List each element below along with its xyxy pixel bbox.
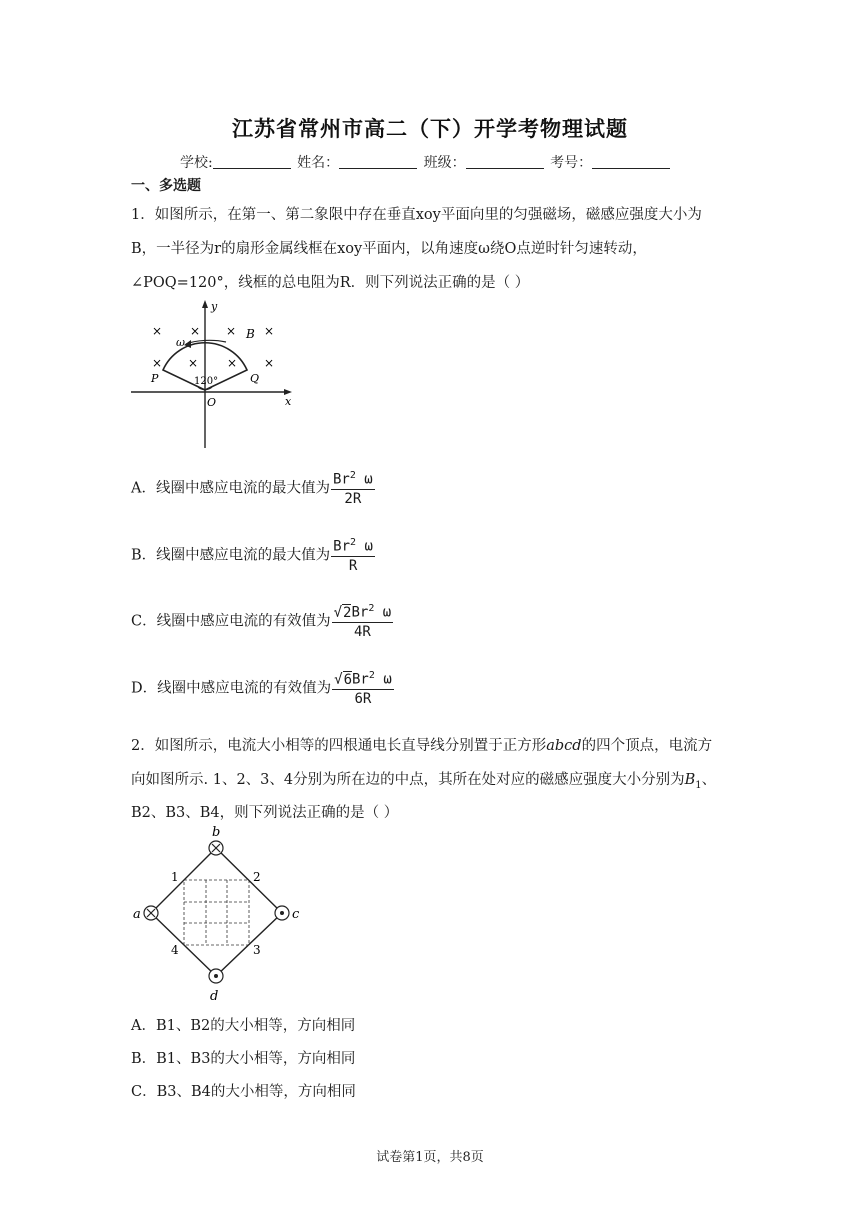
fraction: $\frac{√2Br^2 \omega}{4R}$ bbox=[333, 603, 392, 640]
q2-line-1: 2．如图所示，电流大小相等的四根通电长直导线分别置于正方形abcd的四个顶点，电流方 bbox=[131, 738, 713, 754]
q2-option-a[interactable]: A．B1、B2的大小相等，方向相同 bbox=[131, 1018, 356, 1034]
midpoint-2-label: 2 bbox=[253, 870, 261, 884]
q1-figure bbox=[128, 298, 298, 450]
midpoint-4-label: 4 bbox=[171, 943, 179, 957]
section-heading: 一、多选题 bbox=[131, 178, 201, 194]
vertex-c-label: c bbox=[292, 907, 300, 922]
point-q-label: Q bbox=[250, 372, 260, 385]
cross-mark: × bbox=[190, 324, 201, 338]
field-b-label: B bbox=[246, 327, 255, 341]
cross-mark: × bbox=[188, 356, 199, 370]
page-footer: 试卷第1页，共8页 bbox=[376, 1150, 484, 1165]
q1-line-1: 1．如图所示，在第一、第二象限中存在垂直xoy平面向里的匀强磁场，磁感应强度大小为 bbox=[131, 207, 702, 223]
vertex-d-label: d bbox=[210, 989, 219, 1004]
q1-option-a[interactable]: A．线圈中感应电流的最大值为 $\frac{Br^2 \omega}{2R}$ bbox=[131, 470, 373, 507]
vertex-a-label: a bbox=[133, 907, 141, 922]
q1-option-b[interactable]: B．线圈中感应电流的最大值为 $\frac{Br^2 \omega}{R}$ bbox=[131, 537, 373, 574]
number-blank[interactable] bbox=[592, 154, 670, 169]
midpoint-3-label: 3 bbox=[253, 943, 261, 957]
cross-mark: × bbox=[227, 356, 238, 370]
cross-mark: × bbox=[152, 356, 163, 370]
q1-line-2: B，一半径为r的扇形金属线框在xoy平面内，以角速度ω绕O点逆时针匀速转动， bbox=[131, 241, 647, 257]
q1-line-3: ∠POQ=120°，线框的总电阻为R．则下列说法正确的是（ ） bbox=[131, 275, 530, 291]
page-title: 江苏省常州市高二（下）开学考物理试题 bbox=[232, 117, 628, 141]
midpoint-1-label: 1 bbox=[171, 870, 179, 884]
school-label: 学校: bbox=[180, 155, 213, 171]
q1-option-d[interactable]: D．线圈中感应电流的有效值为 $\frac{√6Br^2 \omega}{6R}$ bbox=[131, 670, 392, 707]
fraction: $\frac{√6Br^2 \omega}{6R}$ bbox=[334, 670, 392, 707]
q2-option-b[interactable]: B．B1、B3的大小相等，方向相同 bbox=[131, 1051, 356, 1067]
q2-line-2: 向如图所示. 1、2、3、4分别为所在边的中点，其所在处对应的磁感应强度大小分别为$B_1$、 bbox=[131, 772, 717, 791]
number-label: 考号： bbox=[550, 155, 593, 171]
cross-mark: × bbox=[226, 324, 237, 338]
cross-mark: × bbox=[264, 356, 275, 370]
q2-figure bbox=[130, 822, 310, 1004]
magnetic-field-crosses bbox=[152, 324, 274, 370]
name-blank[interactable] bbox=[339, 154, 417, 169]
cross-mark: × bbox=[264, 324, 275, 338]
fraction: $\frac{Br^2 \omega}{R}$ bbox=[333, 537, 373, 574]
class-label: 班级： bbox=[423, 155, 466, 171]
y-axis-label: y bbox=[211, 300, 218, 313]
x-axis-label: x bbox=[285, 395, 292, 408]
vertex-b-label: b bbox=[212, 825, 221, 840]
angle-label: 120° bbox=[194, 376, 219, 387]
school-blank[interactable] bbox=[213, 154, 291, 169]
class-blank[interactable] bbox=[466, 154, 544, 169]
q2-option-c[interactable]: C．B3、B4的大小相等，方向相同 bbox=[131, 1084, 356, 1100]
omega-label: ω bbox=[176, 336, 185, 349]
point-p-label: P bbox=[151, 372, 159, 385]
origin-label: O bbox=[207, 396, 217, 409]
fraction: $\frac{Br^2 \omega}{2R}$ bbox=[332, 470, 373, 507]
name-label: 姓名： bbox=[297, 155, 340, 171]
q1-option-c[interactable]: C．线圈中感应电流的有效值为 $\frac{√2Br^2 \omega}{4R}$ bbox=[131, 603, 392, 640]
q2-line-3: B2、B3、B4，则下列说法正确的是（ ） bbox=[131, 805, 399, 821]
student-info-line bbox=[180, 152, 672, 172]
cross-mark: × bbox=[152, 324, 163, 338]
